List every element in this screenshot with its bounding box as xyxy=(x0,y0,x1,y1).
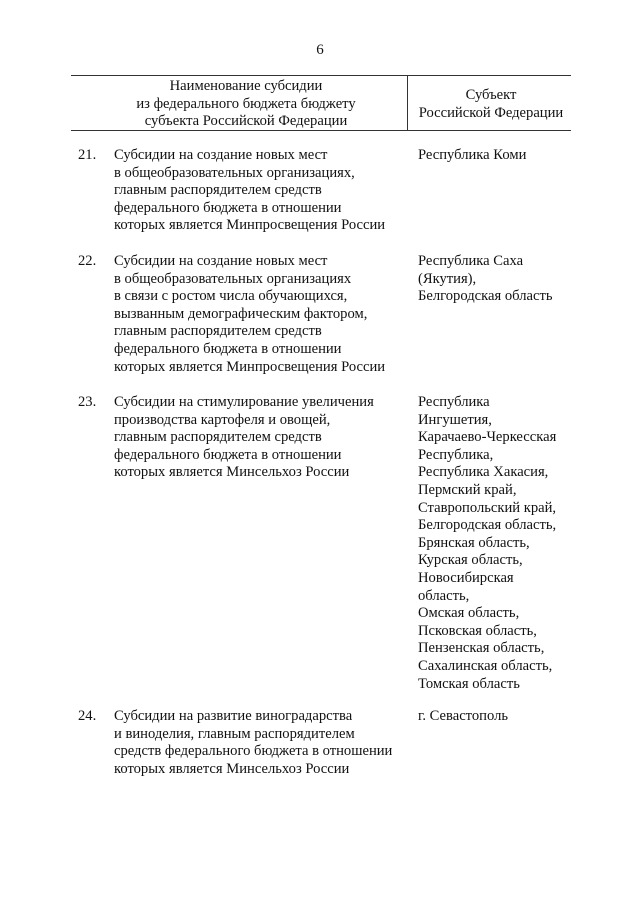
subsidy-name xyxy=(114,253,414,376)
row-number: 24. xyxy=(78,708,97,724)
text-line: производства картофеля и овощей, xyxy=(114,411,331,428)
subject-line: Белгородская область, xyxy=(418,517,557,534)
subsidy-name xyxy=(114,708,414,778)
text-line: которых является Минсельхоз России xyxy=(114,760,350,777)
text-line: Субсидии на стимулирование увеличения xyxy=(114,394,374,410)
subject-line: Ингушетия, xyxy=(418,411,492,428)
subject-line: Омская область, xyxy=(418,605,520,622)
subject-line: Ставропольский край, xyxy=(418,499,557,516)
subject-line: Пермский край, xyxy=(418,481,517,498)
header-text-line: субъекта Российской Федерации xyxy=(144,113,348,130)
subject-line: Республика Саха xyxy=(418,253,524,269)
text-line: Субсидии на развитие виноградарства xyxy=(114,708,353,724)
text-line: главным распорядителем средств xyxy=(114,182,322,199)
subject-line: Республика xyxy=(418,394,490,410)
subject-line: г. Севастополь xyxy=(418,708,509,724)
text-line: Субсидии на создание новых мест xyxy=(114,147,328,163)
header-text-line: Наименование субсидии xyxy=(169,78,323,94)
subject-line: (Якутия), xyxy=(418,270,477,287)
subject-line: область, xyxy=(418,587,470,604)
subject-line: Брянская область, xyxy=(418,534,530,551)
subject-line: Республика Коми xyxy=(418,147,527,163)
subject-line: Томская область xyxy=(418,675,520,692)
text-line: федерального бюджета в отношении xyxy=(114,340,342,357)
header-subsidy-name xyxy=(101,78,391,131)
text-line: которых является Минпросвещения России xyxy=(114,217,386,234)
subject-list xyxy=(418,394,578,693)
subject-line: Белгородская область xyxy=(418,288,553,305)
subject-list xyxy=(418,147,578,165)
subject-line: Курская область, xyxy=(418,552,523,569)
text-line: главным распорядителем средств xyxy=(114,429,322,446)
subject-line: Пензенская область, xyxy=(418,640,545,657)
text-line: федерального бюджета в отношении xyxy=(114,446,342,463)
text-line: Субсидии на создание новых мест xyxy=(114,253,328,269)
text-line: вызванным демографическим фактором, xyxy=(114,305,368,322)
subject-list xyxy=(418,253,578,306)
header-subject xyxy=(411,87,571,122)
header-text-line: Субъект xyxy=(465,87,517,103)
text-line: средств федерального бюджета в отношении xyxy=(114,743,393,760)
text-line: в связи с ростом числа обучающихся, xyxy=(114,288,348,305)
text-line: в общеобразовательных организациях, xyxy=(114,164,355,181)
text-line: главным распорядителем средств xyxy=(114,323,322,340)
row-number: 22. xyxy=(78,253,97,269)
text-line: которых является Минпросвещения России xyxy=(114,358,386,375)
subject-line: Республика, xyxy=(418,446,494,463)
subject-line: Республика Хакасия, xyxy=(418,464,549,481)
header-text-line: из федерального бюджета бюджету xyxy=(136,95,356,112)
column-divider xyxy=(407,76,408,130)
text-line: и виноделия, главным распорядителем xyxy=(114,725,355,742)
header-text-line: Российской Федерации xyxy=(418,104,564,121)
text-line: которых является Минсельхоз России xyxy=(114,464,350,481)
subsidy-name xyxy=(114,147,414,235)
row-number: 21. xyxy=(78,147,97,163)
subject-line: Сахалинская область, xyxy=(418,657,553,674)
text-line: в общеобразовательных организациях xyxy=(114,270,352,287)
row-number: 23. xyxy=(78,394,97,410)
subject-list xyxy=(418,708,578,726)
page-number: 6 xyxy=(316,42,324,58)
table-header xyxy=(71,75,571,131)
subsidy-name xyxy=(114,394,414,482)
subject-line: Карачаево-Черкесская xyxy=(418,429,557,446)
subject-line: Новосибирская xyxy=(418,569,514,586)
subject-line: Псковская область, xyxy=(418,622,537,639)
text-line: федерального бюджета в отношении xyxy=(114,199,342,216)
